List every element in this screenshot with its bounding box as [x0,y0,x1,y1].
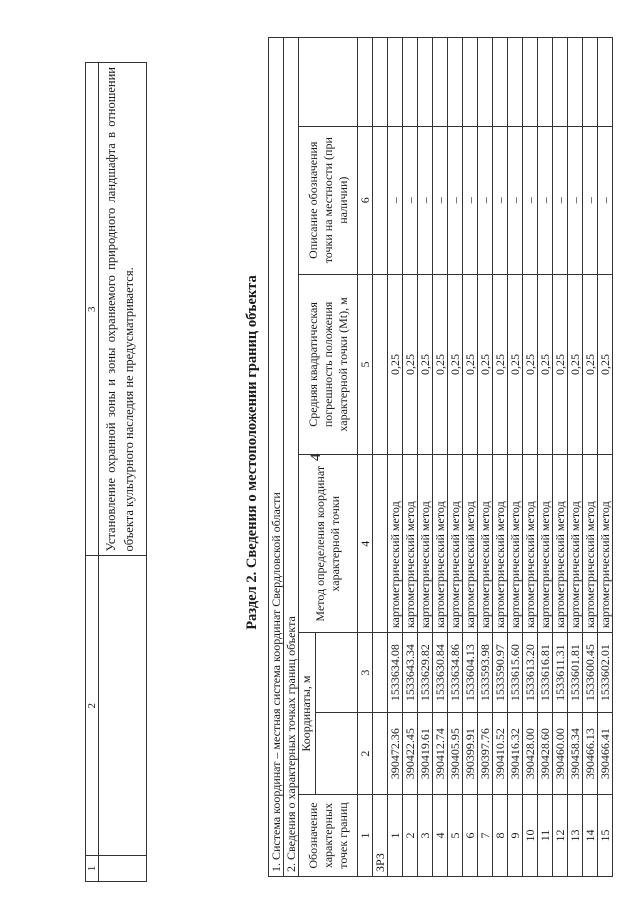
coord-y: 1533615.60 [508,633,523,713]
column-number-2: 2 [358,713,373,795]
table-row [478,38,493,877]
column-number-4: 4 [358,455,373,633]
point-number: 4 [433,795,448,877]
header-point-designation: Обозначение характерных точек границ [299,795,358,877]
method-cell: картометрический метод [448,455,463,633]
column-number-5: 5 [358,274,373,455]
coord-y: 1533634.08 [388,633,403,713]
description-cell: – [508,126,523,274]
blank-cell [403,38,418,127]
description-cell: – [493,126,508,274]
column-numbers-row [358,38,373,877]
description-cell: – [598,126,613,274]
point-number: 8 [493,795,508,877]
coord-y: 1533629.82 [418,633,433,713]
error-cell: 0,25 [448,274,463,455]
description-cell: – [418,126,433,274]
section-title: Раздел 2. Сведения о местоположении границ объекта [244,275,260,630]
blank-cell [538,38,553,127]
table-row [583,38,598,877]
column-number-7 [358,38,373,127]
method-cell: картометрический метод [418,455,433,633]
table-row [508,38,523,877]
description-cell: – [403,126,418,274]
point-number: 10 [523,795,538,877]
error-cell: 0,25 [583,274,598,455]
table-row [568,38,583,877]
method-cell: картометрический метод [598,455,613,633]
top-table-col-1: 1 [86,856,99,882]
top-table-col-3: 3 [86,63,99,556]
blank-cell [448,38,463,127]
point-number: 12 [553,795,568,877]
coord-x: 390399.91 [463,713,478,795]
blank-cell [463,38,478,127]
description-cell: – [523,126,538,274]
method-cell: картометрический метод [568,455,583,633]
description-cell: – [463,126,478,274]
coord-x: 390428.00 [523,713,538,795]
coord-x: 390412.74 [433,713,448,795]
method-cell: картометрический метод [403,455,418,633]
top-table-cell-1 [99,856,147,882]
zone-row [373,38,388,877]
method-cell: картометрический метод [508,455,523,633]
method-cell: картометрический метод [523,455,538,633]
top-table [85,62,147,882]
zone-label: ЗРЗ [373,795,388,877]
point-number: 5 [448,795,463,877]
page-number: 4 [308,453,324,461]
coord-x: 390460.00 [553,713,568,795]
table-row [388,38,403,877]
header-method: Метод определения координат характерной точки [299,455,358,633]
blank-cell [523,38,538,127]
error-cell: 0,25 [433,274,448,455]
coord-x: 390428.60 [538,713,553,795]
table-row [553,38,568,877]
point-number: 15 [598,795,613,877]
table-row [598,38,613,877]
method-cell: картометрический метод [538,455,553,633]
coord-y: 1533643.34 [403,633,418,713]
table-row [418,38,433,877]
coord-x: 390458.34 [568,713,583,795]
blank-cell [598,38,613,127]
coord-x: 390472.36 [388,713,403,795]
coord-x: 390422.45 [403,713,418,795]
coord-y: 1533634.86 [448,633,463,713]
coord-y: 1533593.98 [478,633,493,713]
description-cell: – [553,126,568,274]
blank-cell [508,38,523,127]
blank-cell [568,38,583,127]
coord-x: 390397.76 [478,713,493,795]
header-x [315,713,357,795]
error-cell: 0,25 [463,274,478,455]
error-cell: 0,25 [598,274,613,455]
blank-cell [418,38,433,127]
point-number: 2 [403,795,418,877]
coord-y: 1533601.81 [568,633,583,713]
method-cell: картометрический метод [388,455,403,633]
column-number-3: 3 [358,633,373,713]
coord-system-row [269,38,284,877]
coord-y: 1533616.81 [538,633,553,713]
table-row [433,38,448,877]
error-cell: 0,25 [508,274,523,455]
blank-cell [493,38,508,127]
table-row [448,38,463,877]
point-number: 6 [463,795,478,877]
column-number-6: 6 [358,126,373,274]
boundary-points-table [268,37,613,877]
table-row [403,38,418,877]
method-cell: картометрический метод [433,455,448,633]
error-cell: 0,25 [388,274,403,455]
point-number: 7 [478,795,493,877]
point-number: 1 [388,795,403,877]
point-number: 11 [538,795,553,877]
coord-x: 390405.95 [448,713,463,795]
error-cell: 0,25 [553,274,568,455]
blank-cell [478,38,493,127]
description-cell: – [388,126,403,274]
coord-y: 1533611.31 [553,633,568,713]
header-description: Описание обозначения точки на местности (при наличии) [299,126,358,274]
coord-y: 1533613.20 [523,633,538,713]
table-row [538,38,553,877]
method-cell: картометрический метод [553,455,568,633]
header-mean-error: Средняя квадратическая погрешность положения характерной точки (Mt), м [299,274,358,455]
coord-system-line: 1. Система координат – местная система координат Свердловской области [269,38,284,877]
blank-cell [583,38,598,127]
table-row [523,38,538,877]
coord-x: 390466.13 [583,713,598,795]
coord-x: 390466.41 [598,713,613,795]
table-row [493,38,508,877]
coord-y: 1533602.01 [598,633,613,713]
description-cell: – [478,126,493,274]
error-cell: 0,25 [493,274,508,455]
points-heading-line: 2. Сведения о характерных точках границ объекта [284,38,299,877]
method-cell: картометрический метод [583,455,598,633]
description-cell: – [448,126,463,274]
blank-cell [553,38,568,127]
point-number: 3 [418,795,433,877]
top-table-header-row [86,63,99,882]
top-table-description: Установление охранной зоны и зоны охраняемого природного ландшафта в отношении объекта культурного наследия не предусматривается. [99,63,147,556]
header-y [315,633,357,713]
coord-y: 1533600.45 [583,633,598,713]
column-header-row [299,38,316,877]
header-coordinates: Координаты, м [299,633,316,795]
top-table-col-2: 2 [86,556,99,856]
point-number: 13 [568,795,583,877]
blank-cell [388,38,403,127]
error-cell: 0,25 [568,274,583,455]
description-cell: – [568,126,583,274]
table-row [463,38,478,877]
top-table-row [99,63,147,882]
description-cell: – [538,126,553,274]
description-cell: – [583,126,598,274]
error-cell: 0,25 [538,274,553,455]
coord-x: 390410.52 [493,713,508,795]
point-number: 9 [508,795,523,877]
error-cell: 0,25 [523,274,538,455]
coord-y: 1533590.97 [493,633,508,713]
method-cell: картометрический метод [478,455,493,633]
points-heading-row [284,38,299,877]
top-table-cell-2 [99,556,147,856]
header-blank [299,38,358,127]
error-cell: 0,25 [418,274,433,455]
column-number-1: 1 [358,795,373,877]
blank-cell [433,38,448,127]
error-cell: 0,25 [478,274,493,455]
method-cell: картометрический метод [493,455,508,633]
point-number: 14 [583,795,598,877]
error-cell: 0,25 [403,274,418,455]
coord-y: 1533630.84 [433,633,448,713]
coord-x: 390416.32 [508,713,523,795]
description-cell: – [433,126,448,274]
method-cell: картометрический метод [463,455,478,633]
coord-x: 390419.61 [418,713,433,795]
coord-y: 1533604.13 [463,633,478,713]
